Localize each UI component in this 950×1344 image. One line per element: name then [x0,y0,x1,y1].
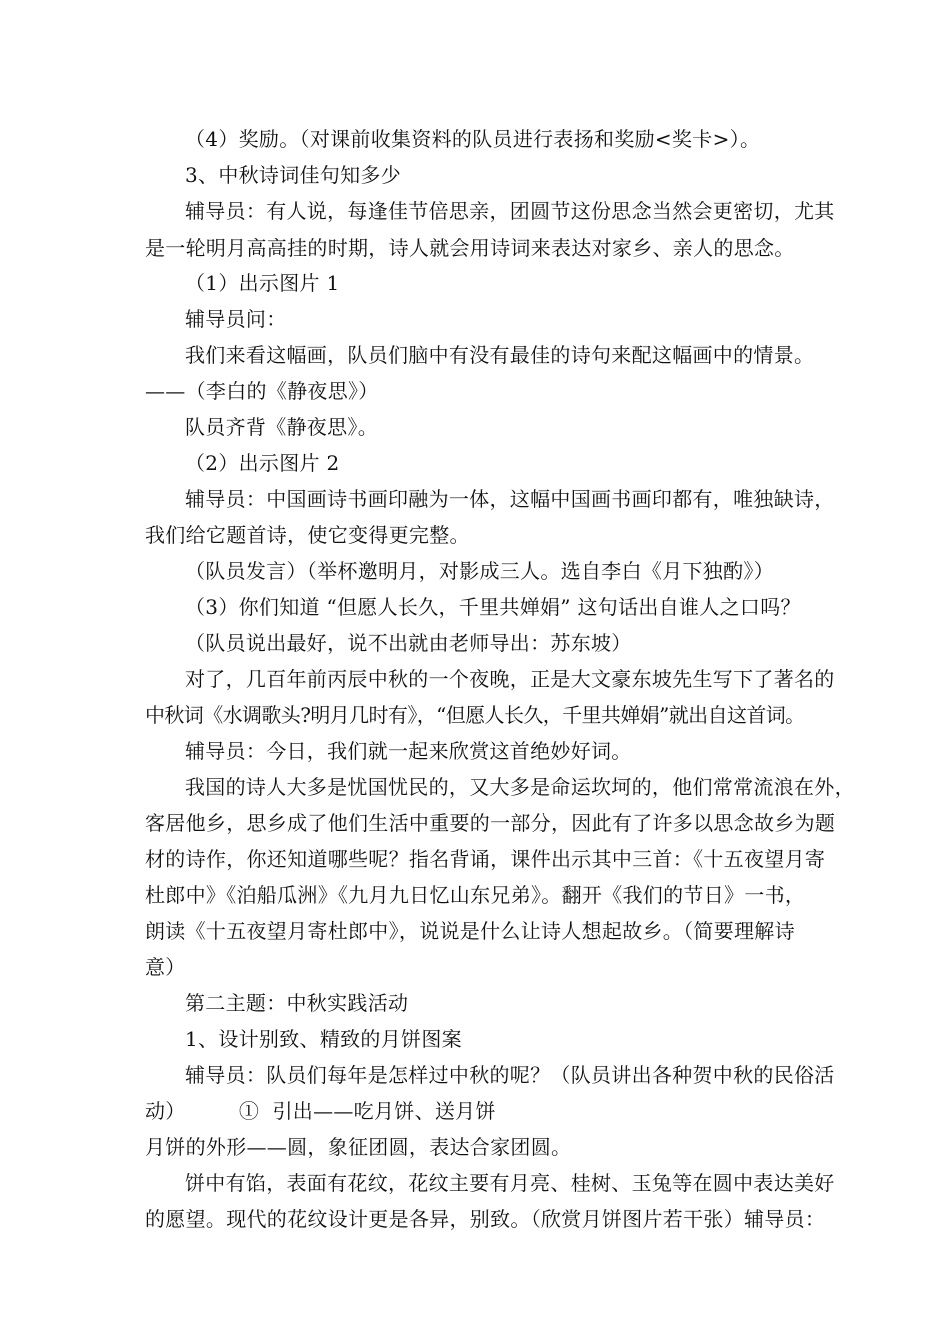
text-line: 动） ① 引出——吃月饼、送月饼 [145,1099,496,1123]
text-line: 是一轮明月高高挂的时期，诗人就会用诗词来表达对家乡、亲人的思念。 [145,236,795,260]
text-line: 杜郎中》《泊船瓜洲》《九月九日忆山东兄弟》。翻开《我们的节日》一书， [145,883,806,907]
text-line: 意） [145,955,186,979]
text-line: 对了，几百年前丙辰中秋的一个夜晚，正是大文豪东坡先生写下了著名的 [185,667,835,691]
text-line: （队员发言）（举杯邀明月，对影成三人。选自李白《月下独酌》） [185,559,774,583]
text-line: 饼中有馅，表面有花纹，花纹主要有月亮、桂树、玉兔等在圆中表达美好 [185,1171,835,1195]
text-line: ——（李白的《静夜思》） [145,379,379,403]
text-line: 的愿望。现代的花纹设计更是各异，别致。（欣赏月饼图片若干张）辅导员： [145,1207,826,1231]
text-line: 我们来看这幅画，队员们脑中有没有最佳的诗句来配这幅画中的情景。 [185,343,815,367]
text-line: 材的诗作，你还知道哪些呢？指名背诵，课件出示其中三首：《十五夜望月寄 [145,847,826,871]
section-heading: 第二主题：中秋实践活动 [185,991,409,1015]
text-line: 辅导员：今日，我们就一起来欣赏这首绝妙好词。 [185,739,632,763]
text-line: 辅导员：队员们每年是怎样过中秋的呢？（队员讲出各种贺中秋的民俗活 [185,1063,835,1087]
text-line: 客居他乡，思乡成了他们生活中重要的一部分，因此有了许多以思念故乡为题 [145,811,836,835]
text-line: 月饼的外形——圆，象征团圆，表达合家团圆。 [145,1135,572,1159]
text-line: 队员齐背《静夜思》。 [185,415,378,439]
text-line: 我们给它题首诗，使它变得更完整。 [145,523,470,547]
text-line: （1）出示图片 1 [185,271,340,295]
text-line: （3）你们知道 “但愿人长久，千里共婵娟” 这句话出自谁人之口吗？ [185,595,801,619]
text-line: 辅导员问： [185,307,287,331]
text-line: 朗读《十五夜望月寄杜郎中》，说说是什么让诗人想起故乡。（简要理解诗 [145,919,795,943]
section-heading: 3、中秋诗词佳句知多少 [185,163,402,187]
text-line: 辅导员：中国画诗书画印融为一体，这幅中国画书画印都有，唯独缺诗， [185,487,835,511]
text-line: （2）出示图片 2 [185,451,340,475]
text-line: 辅导员：有人说，每逢佳节倍思亲，团圆节这份思念当然会更密切，尤其 [185,199,835,223]
text-line: （4）奖励。（对课前收集资料的队员进行表扬和奖励<奖卡>）。 [185,127,761,151]
text-line: 我国的诗人大多是忧国忧民的，又大多是命运坎坷的，他们常常流浪在外， [185,775,855,799]
section-heading: 1、设计别致、精致的月饼图案 [185,1027,462,1051]
text-line: 中秋词《水调歌头?明月几时有》，“但愿人长久，千里共婵娟”就出自这首词。 [145,703,805,727]
text-line: （队员说出最好，说不出就由老师导出：苏东坡） [185,631,632,655]
